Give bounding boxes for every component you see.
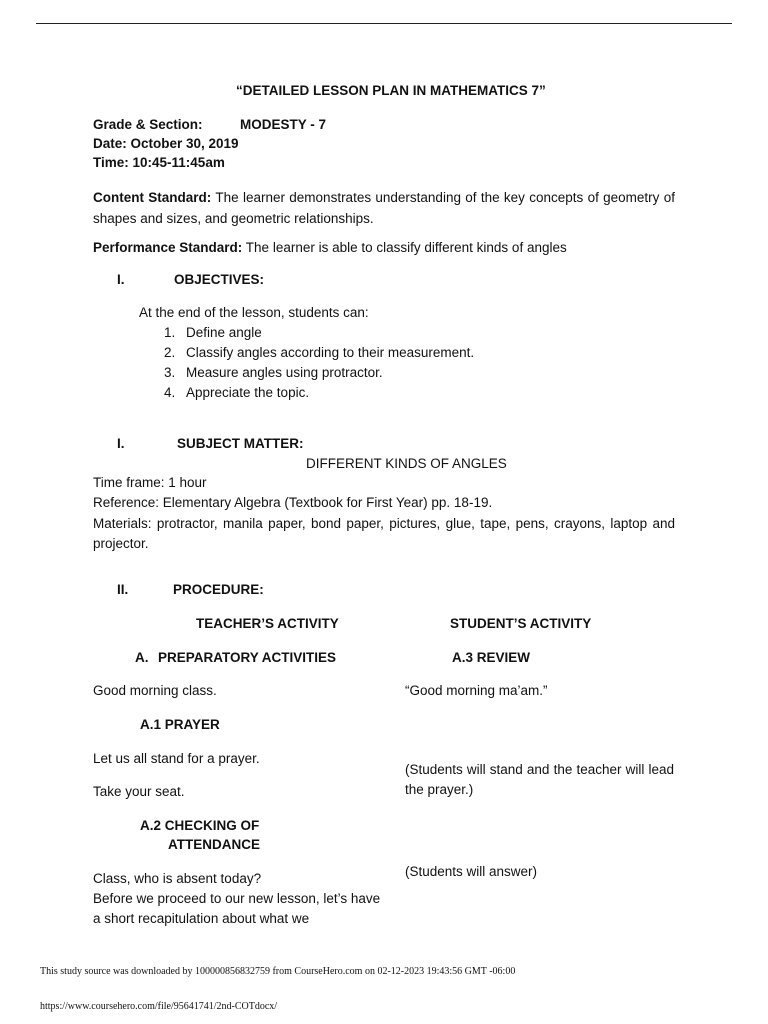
procedure-heading: PROCEDURE:: [173, 582, 264, 597]
seat-instruction: Take your seat.: [93, 784, 185, 799]
objective-num: 3.: [164, 365, 176, 380]
prayer-instruction: Let us all stand for a prayer.: [93, 751, 260, 766]
recap-line: Before we proceed to our new lesson, let’s have: [93, 891, 381, 906]
content-standard-label: Content Standard:: [93, 190, 212, 205]
student-activity-header: STUDENT’S ACTIVITY: [450, 616, 592, 631]
performance-standard-label: Performance Standard:: [93, 240, 243, 255]
teacher-activity-header: TEACHER’S ACTIVITY: [196, 616, 339, 631]
recap-line-cont: a short recapitulation about what we: [93, 911, 310, 926]
student-greeting: “Good morning ma’am.”: [405, 683, 548, 698]
performance-standard-text: The learner is able to classify different kinds of angles: [242, 240, 567, 255]
objective-item: Classify angles according to their measurement.: [186, 345, 475, 360]
objective-num: 4.: [164, 385, 176, 400]
time-line: Time: 10:45-11:45am: [93, 155, 225, 170]
download-notice: This study source was downloaded by 100000856832759 from CourseHero.com on 02-12-2023 19:43:56 GMT -06:00: [40, 966, 516, 977]
objectives-heading: OBJECTIVES:: [174, 272, 265, 287]
review-heading: A.3 REVIEW: [452, 650, 531, 665]
document-title: “DETAILED LESSON PLAN IN MATHEMATICS 7”: [236, 83, 546, 98]
attendance-heading: A.2 CHECKING OF: [140, 818, 260, 833]
objectives-numeral: I.: [117, 272, 125, 287]
subject-topic: DIFFERENT KINDS OF ANGLES: [306, 456, 507, 471]
subject-matter-numeral: I.: [117, 436, 125, 451]
student-prayer-response: (Students will stand and the teacher will lead the prayer.): [405, 762, 674, 797]
performance-standard: [93, 240, 567, 255]
objective-item: Appreciate the topic.: [186, 385, 310, 400]
content-standard-text: The learner demonstrates understanding of the key concepts of geometry of shapes and sizes, and geometric relationships.: [93, 190, 675, 226]
objective-item: Define angle: [186, 325, 262, 340]
preparatory-letter: A.: [135, 650, 149, 665]
date-line: Date: October 30, 2019: [93, 136, 239, 151]
content-standard: [93, 187, 675, 229]
attendance-heading-cont: ATTENDANCE: [168, 837, 260, 852]
objective-item: Measure angles using protractor.: [186, 365, 383, 380]
prayer-heading: A.1 PRAYER: [140, 717, 220, 732]
absent-question: Class, who is absent today?: [93, 871, 262, 886]
source-url: https://www.coursehero.com/file/95641741/2nd-COTdocx/: [40, 1001, 278, 1012]
materials: Materials: protractor, manila paper, bond paper, pictures, glue, tape, pens, crayons, laptop and projector.: [93, 516, 675, 551]
objectives-intro: At the end of the lesson, students can:: [139, 305, 369, 320]
time-frame: Time frame: 1 hour: [93, 475, 207, 490]
teacher-greeting: Good morning class.: [93, 683, 217, 698]
reference: Reference: Elementary Algebra (Textbook for First Year) pp. 18-19.: [93, 495, 493, 510]
objective-num: 2.: [164, 345, 176, 360]
procedure-numeral: II.: [117, 582, 129, 597]
student-answer-response: (Students will answer): [405, 864, 538, 879]
subject-matter-heading: SUBJECT MATTER:: [177, 436, 304, 451]
grade-label: Grade & Section:: [93, 117, 203, 132]
top-rule: [36, 23, 732, 24]
preparatory-heading: PREPARATORY ACTIVITIES: [158, 650, 337, 665]
grade-value: MODESTY - 7: [240, 117, 327, 132]
objective-num: 1.: [164, 325, 176, 340]
